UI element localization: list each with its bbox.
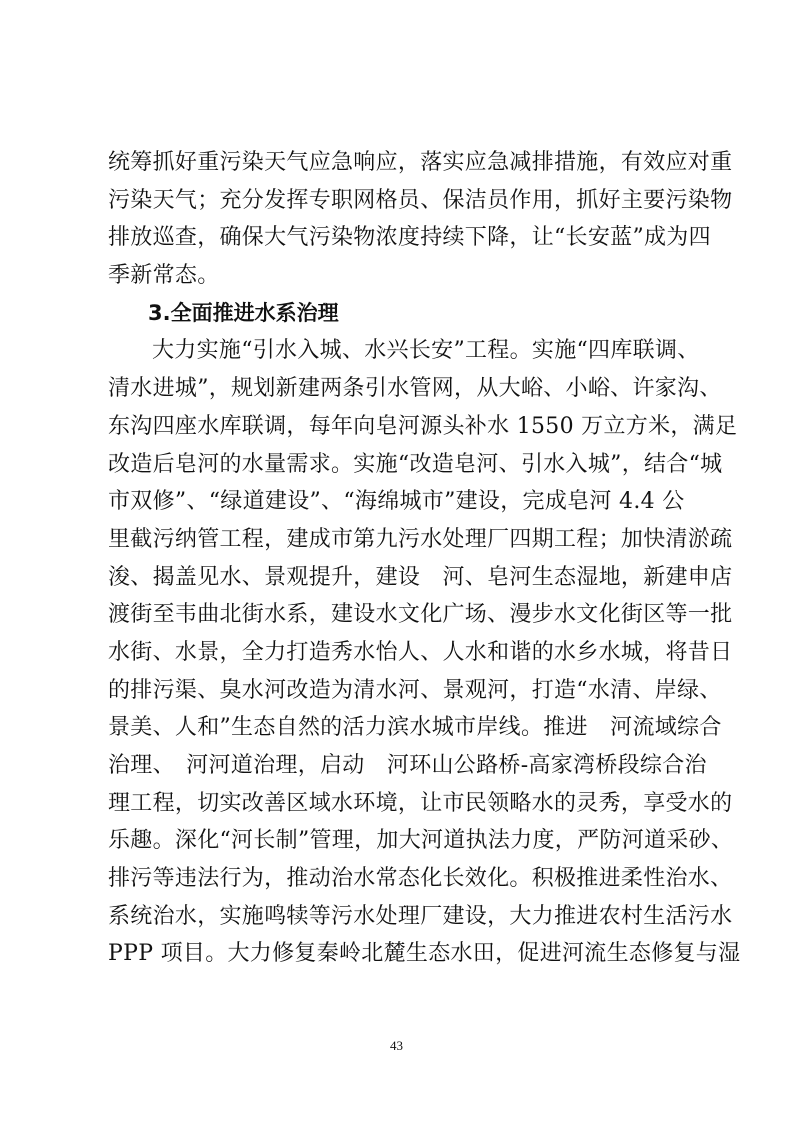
paragraph-line: 东沟四座水库联调，每年向皂河源头补水 1550 万立方米，满足	[108, 413, 738, 439]
paragraph-line: 渡街至韦曲北街水系，建设水文化广场、漫步水文化街区等一批	[108, 602, 733, 628]
paragraph-line: 季新常态。	[108, 263, 220, 289]
paragraph-line: 乐趣。深化“河长制”管理，加大河道执法力度，严防河道采砂、	[108, 828, 734, 854]
paragraph-line: 系统治水，实施鸣犊等污水处理厂建设，大力推进农村生活污水	[108, 903, 733, 929]
body-text	[108, 144, 741, 973]
paragraph-line: 理工程，切实改善区域水环境，让市民领略水的灵秀，享受水的	[108, 790, 733, 816]
paragraph-line: 排放巡查，确保大气污染物浓度持续下降，让“长安蓝”成为四	[108, 225, 711, 251]
paragraph-line: 治理、 河河道治理，启动 河环山公路桥-高家湾桥段综合治	[108, 753, 707, 778]
paragraph-line: 水街、水景，全力打造秀水怡人、人水和谐的水乡水城，将昔日	[108, 639, 733, 665]
paragraph-line: 浚、揭盖见水、景观提升，建设 河、皂河生态湿地，新建申店	[108, 564, 733, 590]
paragraph-line: 清水进城”，规划新建两条引水管网，从大峪、小峪、许家沟、	[108, 376, 722, 402]
paragraph-air-pollution	[108, 144, 733, 295]
page-number: 43	[390, 1038, 403, 1053]
paragraph-line: 里截污纳管工程，建成市第九污水处理厂四期工程；加快清淤疏	[108, 526, 733, 552]
paragraph-line: PPP 项目。大力修复秦岭北麓生态水田，促进河流生态修复与湿	[108, 941, 741, 967]
section-heading: 3.全面推进水系治理	[148, 300, 339, 325]
paragraph-line: 改造后皂河的水量需求。实施“改造皂河、引水入城”，结合“城	[108, 451, 723, 477]
paragraph-line: 统筹抓好重污染天气应急响应，落实应急减排措施，有效应对重	[108, 150, 733, 175]
paragraph-line: 污染天气；充分发挥专职网格员、保洁员作用，抓好主要污染物	[108, 187, 733, 213]
paragraph-line: 的排污渠、臭水河改造为清水河、景观河，打造“水清、岸绿、	[108, 677, 722, 703]
paragraph-line: 排污等违法行为，推动治水常态化长效化。积极推进柔性治水、	[108, 866, 733, 892]
paragraph-line: 大力实施“引水入城、水兴长安”工程。实施“四库联调、	[152, 338, 700, 364]
paragraph-water-system	[108, 332, 741, 973]
paragraph-line: 市双修”、“绿道建设”、“海绵城市”建设，完成皂河 4.4 公	[108, 489, 685, 515]
paragraph-line: 景美、人和”生态自然的活力滨水城市岸线。推进 河流域综合	[108, 715, 722, 741]
